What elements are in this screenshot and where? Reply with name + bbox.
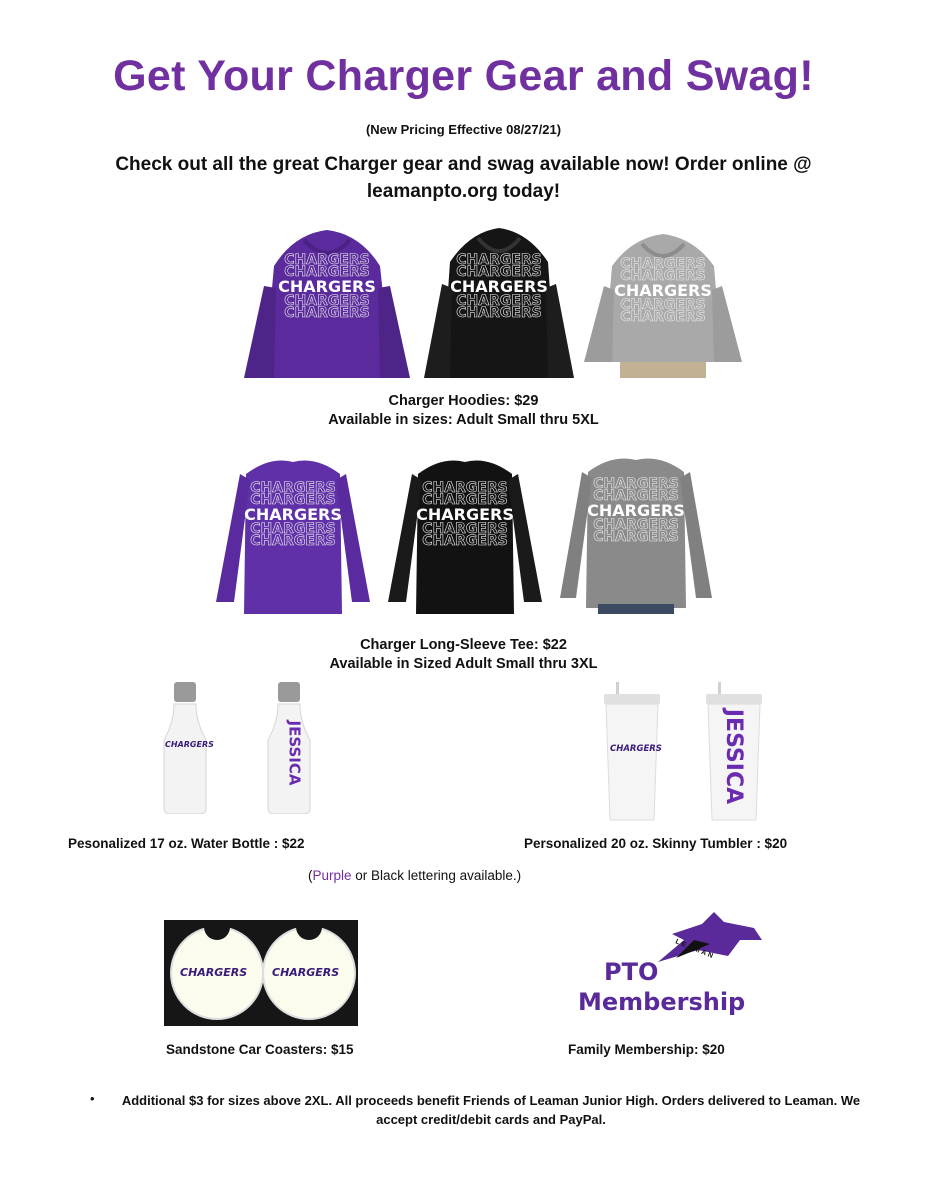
tumbler-photo: [600, 682, 770, 824]
chargers-print: CHARGERS CHARGERS CHARGERS CHARGERS CHARGERS: [450, 252, 548, 321]
water-bottle-photo: [160, 682, 320, 814]
pricing-note: (New Pricing Effective 08/27/21): [365, 122, 562, 137]
chargers-print: CHARGERS CHARGERS CHARGERS CHARGERS CHARGERS: [614, 256, 712, 325]
coasters-caption: Sandstone Car Coasters: $15: [166, 1042, 354, 1057]
hoodie-purple-photo: [234, 226, 420, 378]
pto-word: PTO: [604, 958, 659, 986]
hoodies-caption: [0, 392, 927, 430]
chargers-logo: CHARGERS: [165, 740, 214, 749]
page-title: Get Your Charger Gear and Swag!: [113, 52, 814, 100]
hoodies-photo-row: [234, 226, 746, 378]
chargers-print: CHARGERS CHARGERS CHARGERS CHARGERS CHARGERS: [244, 480, 342, 549]
footnote-text: Additional $3 for sizes above 2XL. All proceeds benefit Friends of Leaman Junior High. Orders delivered to Leaman. We accept credit/debit cards and PayPal.: [121, 1093, 861, 1127]
coaster: [170, 926, 264, 1020]
tee-grey-photo: [554, 452, 718, 614]
chargers-print: CHARGERS CHARGERS CHARGERS CHARGERS CHARGERS: [278, 252, 376, 321]
membership-caption: Family Membership: $20: [568, 1042, 725, 1057]
chargers-logo: CHARGERS: [180, 966, 248, 979]
leaman-wordmark: LEAMAN: [674, 938, 716, 961]
pto-membership-logo: [574, 910, 764, 1020]
purple-lettering-option: Purple: [312, 868, 352, 883]
coaster: [262, 926, 356, 1020]
hoodies-sizes: Available in sizes: Adult Small thru 5XL: [328, 412, 599, 428]
lettering-note: (Purple or Black lettering available.): [308, 868, 522, 883]
intro-text: Check out all the great Charger gear and swag available now! Order online @ leamanpto.org today!: [115, 154, 812, 202]
chargers-logo: CHARGERS: [610, 744, 662, 754]
chargers-print: CHARGERS CHARGERS CHARGERS CHARGERS CHARGERS: [416, 480, 514, 549]
car-coasters-photo: [164, 920, 358, 1026]
tees-price: Charger Long-Sleeve Tee: $22: [360, 637, 567, 653]
tee-black-photo: [382, 452, 548, 614]
hoodie-grey-photo: [580, 232, 746, 378]
tees-sizes: Available in Sized Adult Small thru 3XL: [329, 656, 598, 672]
tees-photo-row: [210, 452, 718, 614]
chargers-print: CHARGERS CHARGERS CHARGERS CHARGERS CHARGERS: [587, 476, 685, 545]
bullet-point: •: [90, 1091, 95, 1106]
membership-word: Membership: [578, 988, 746, 1016]
tees-caption: [0, 636, 927, 674]
hoodie-black-photo: [424, 226, 574, 378]
chargers-logo: CHARGERS: [272, 966, 340, 979]
personalized-name: JESSICA: [721, 708, 747, 805]
tumbler-caption: Personalized 20 oz. Skinny Tumbler : $20: [524, 836, 788, 851]
tee-purple-photo: [210, 452, 376, 614]
water-bottle-caption: Pesonalized 17 oz. Water Bottle : $22: [68, 836, 305, 851]
personalized-name: JESSICA: [285, 720, 304, 786]
hoodies-price: Charger Hoodies: $29: [388, 393, 539, 409]
